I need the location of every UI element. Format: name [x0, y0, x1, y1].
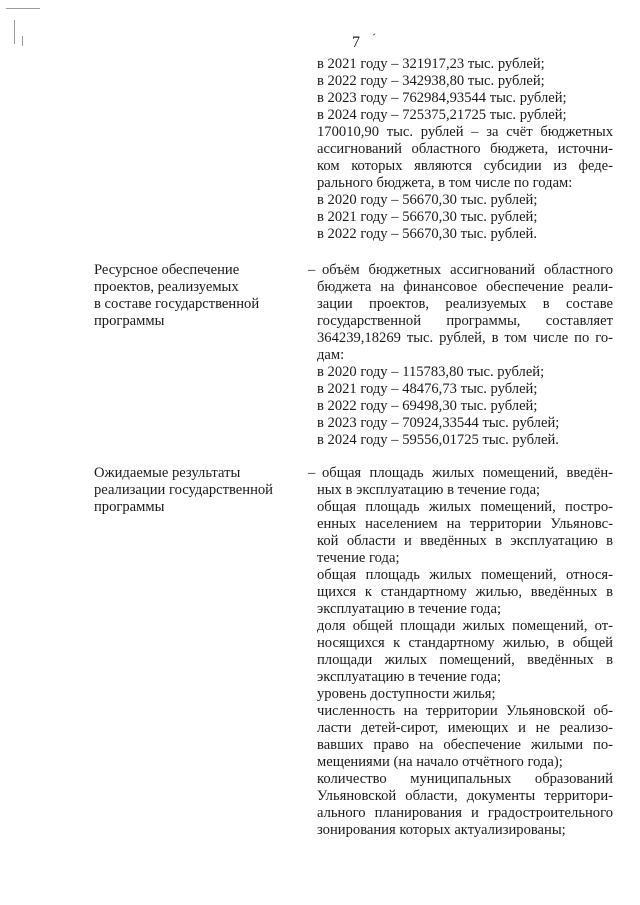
results-text-line: общая площадь жилых помещений, относя-: [317, 567, 613, 583]
federal-text-line: ассигнований областного бюджета, источни-: [317, 141, 613, 157]
year-line: в 2021 году – 48476,73 тыс. рублей;: [317, 381, 538, 397]
results-text-line: общая площадь жилых помещений, постро-: [317, 499, 613, 515]
year-line: в 2020 году – 56670,30 тыс. рублей;: [317, 192, 538, 208]
results-text-line: ласти детей-сирот, имеющих и не реализо-: [317, 720, 613, 736]
federal-text-line: ком которых являются субсидии из феде-: [317, 158, 613, 174]
results-text-line: уровень доступности жилья;: [317, 686, 496, 702]
results-text-line: общая площадь жилых помещений, введён-: [322, 465, 613, 481]
results-text-line: доля общей площади жилых помещений, от-: [317, 618, 613, 634]
stray-mark: ´: [372, 31, 376, 45]
year-line: в 2022 году – 56670,30 тыс. рублей.: [317, 226, 538, 242]
results-text-line: ных в эксплуатацию в течение года;: [317, 482, 541, 498]
results-text-line: эксплуатацию в течение года;: [317, 669, 502, 685]
results-dash: –: [308, 465, 316, 481]
resources-label-line: программы: [94, 313, 165, 329]
resources-text-line: зации проектов, реализуемых в составе: [317, 296, 613, 312]
scan-artifact: [6, 8, 40, 9]
results-label-line: Ожидаемые результаты: [94, 465, 241, 481]
scan-artifact: [14, 20, 15, 44]
year-line: в 2024 году – 725375,21725 тыс. рублей;: [317, 107, 567, 123]
year-line: в 2020 году – 115783,80 тыс. рублей;: [317, 364, 545, 380]
results-text-line: енных населением на территории Ульяновс-: [317, 516, 613, 532]
scan-artifact: [22, 36, 23, 46]
resources-text-line: 364239,18269 тыс. рублей, в том числе по го-: [317, 330, 613, 346]
results-text-line: Ульяновской области, документы территори-: [317, 788, 613, 804]
resources-label-line: в составе государственной: [94, 296, 260, 312]
results-text-line: носящихся к стандартному жилью, в общей: [317, 635, 613, 651]
resources-text-line: государственной программы, составляет: [317, 313, 613, 329]
year-line: в 2023 году – 70924,33544 тыс. рублей;: [317, 415, 560, 431]
year-line: в 2024 году – 59556,01725 тыс. рублей.: [317, 432, 559, 448]
results-text-line: кой области и введённых в эксплуатацию в: [317, 533, 613, 549]
results-text-line: щихся к стандартному жилью, введённых в: [317, 584, 613, 600]
resources-label-line: Ресурсное обеспечение: [94, 262, 240, 278]
results-text-line: площади жилых помещений, введённых в: [317, 652, 613, 668]
results-text-line: мещениями (на начало отчётного года);: [317, 754, 563, 770]
results-text-line: течение года;: [317, 550, 400, 566]
year-line: в 2023 году – 762984,93544 тыс. рублей;: [317, 90, 567, 106]
results-text-line: эксплуатацию в течение года;: [317, 601, 502, 617]
results-label-line: программы: [94, 499, 165, 515]
results-text-line: зонирования которых актуализированы;: [317, 822, 566, 838]
year-line: в 2021 году – 56670,30 тыс. рублей;: [317, 209, 538, 225]
year-line: в 2022 году – 69498,30 тыс. рублей;: [317, 398, 538, 414]
results-text-line: вавших право на обеспечение жилыми по-: [317, 737, 613, 753]
results-text-line: количество муниципальных образований: [317, 771, 613, 787]
federal-text-line: рального бюджета, в том числе по годам:: [317, 175, 573, 191]
page-number: 7: [352, 34, 360, 51]
year-line: в 2021 году – 321917,23 тыс. рублей;: [317, 56, 545, 72]
resources-dash: –: [308, 262, 316, 278]
results-label-line: реализации государственной: [94, 482, 273, 498]
resources-text-line: объём бюджетных ассигнований областного: [322, 262, 613, 278]
resources-text-line: дам:: [317, 347, 345, 363]
results-text-line: численность на территории Ульяновской об-: [317, 703, 613, 719]
federal-text-line: 170010,90 тыс. рублей – за счёт бюджетных: [317, 124, 613, 140]
resources-label-line: проектов, реализуемых: [94, 279, 239, 295]
resources-text-line: бюджета на финансовое обеспечение реали-: [317, 279, 613, 295]
year-line: в 2022 году – 342938,80 тыс. рублей;: [317, 73, 545, 89]
results-text-line: ального планирования и градостроительного: [317, 805, 613, 821]
